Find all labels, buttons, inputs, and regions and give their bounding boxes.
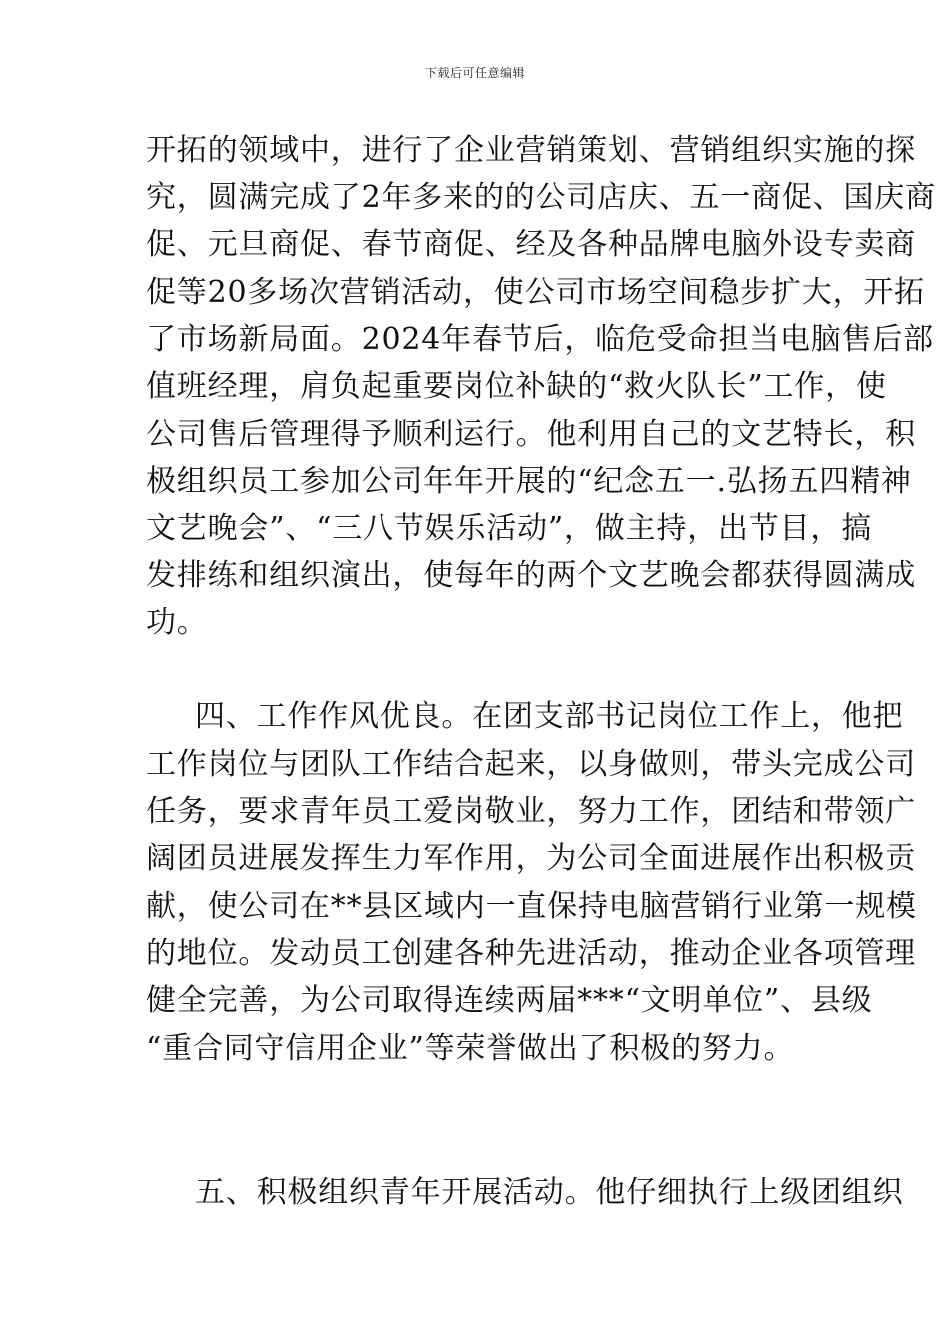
page-header: 下载后可任意编辑	[424, 66, 525, 80]
text-line: 了市场新局面。2024年春节后，临危受命担当电脑售后部	[146, 322, 934, 357]
text-line: 开拓的领域中，进行了企业营销策划、营销组织实施的探	[146, 133, 916, 168]
text-line: “重合同守信用企业”等荣誉做出了积极的努力。	[146, 1031, 795, 1066]
text-line: 功。	[146, 605, 208, 640]
text-line: 的地位。发动员工创建各种先进活动，推动企业各项管理	[146, 936, 916, 971]
text-line: 阔团员进展发挥生力军作用，为公司全面进展作出积极贡	[146, 841, 916, 876]
text-line: 极组织员工参加公司年年开展的“纪念五一.弘扬五四精神	[146, 464, 912, 499]
text-line: 公司售后管理得予顺利运行。他利用自己的文艺特长，积	[146, 417, 916, 452]
text-line: 四、工作作风优良。在团支部书记岗位工作上，他把	[195, 699, 904, 734]
text-line: 值班经理，肩负起重要岗位补缺的“救火队长”工作，使	[146, 369, 887, 404]
text-line: 究，圆满完成了2年多来的的公司店庆、五一商促、国庆商	[146, 180, 936, 215]
text-line: 健全完善，为公司取得连续两届***“文明单位”、县级	[146, 983, 873, 1018]
text-line: 任务，要求青年员工爱岗敬业，努力工作，团结和带领广	[146, 794, 916, 829]
text-line: 文艺晚会”、“三八节娱乐活动”，做主持，出节目，搞	[146, 511, 873, 546]
text-line: 工作岗位与团队工作结合起来，以身做则，带头完成公司	[146, 747, 916, 782]
text-line: 促等20多场次营销活动，使公司市场空间稳步扩大，开拓	[146, 275, 925, 310]
text-line: 发排练和组织演出，使每年的两个文艺晚会都获得圆满成	[146, 558, 916, 593]
text-line: 献，使公司在**县区域内一直保持电脑营销行业第一规模	[146, 889, 917, 924]
text-line: 五、积极组织青年开展活动。他仔细执行上级团组织	[195, 1175, 904, 1210]
text-line: 促、元旦商促、春节商促、经及各种品牌电脑外设专卖商	[146, 227, 916, 262]
